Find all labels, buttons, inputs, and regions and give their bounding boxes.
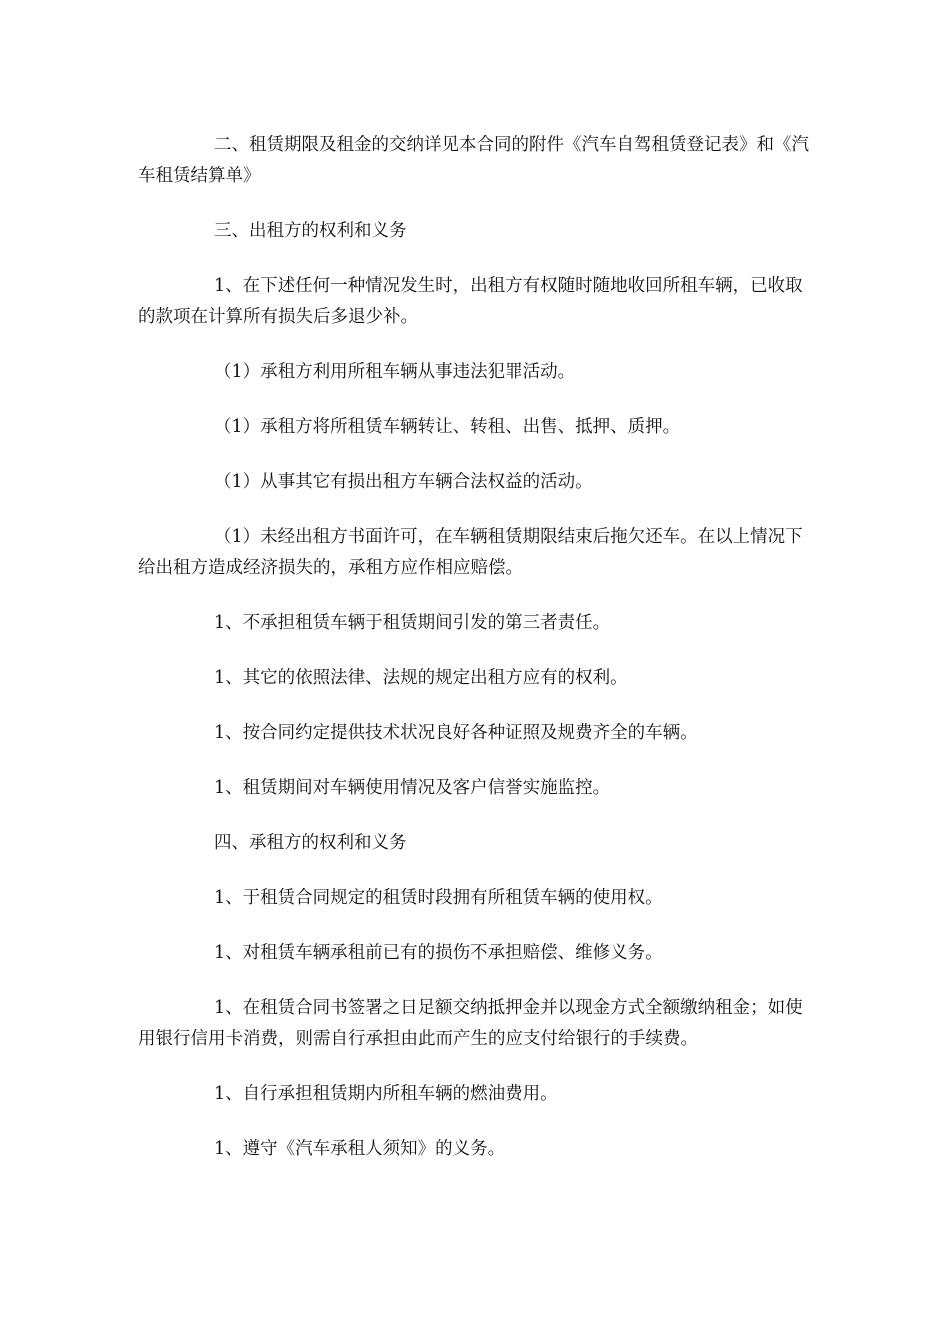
lessor-provide-vehicle: 1、按合同约定提供技术状况良好各种证照及规费齐全的车辆。	[214, 723, 698, 743]
document-body	[138, 130, 810, 1189]
lessor-third-party-liability: 1、不承担租赁车辆于租赁期间引发的第三者责任。	[214, 613, 611, 633]
condition-transfer: （1）承租方将所租赁车辆转让、转租、出售、抵押、质押。	[214, 417, 681, 437]
lessee-deposit-payment: 1、在租赁合同书签署之日足额交纳抵押金并以现金方式全额缴纳租金；如使用银行信用卡消费，则需自行承担由此而产生的应支付给银行的手续费。	[138, 998, 803, 1049]
lessor-reclaim-clause: 1、在下述任何一种情况发生时，出租方有权随时随地收回所租车辆，已收取的款项在计算所有损失后多退少补。	[138, 276, 803, 327]
section-three-heading: 三、出租方的权利和义务	[214, 221, 407, 241]
lessee-usage-right: 1、于租赁合同规定的租赁时段拥有所租赁车辆的使用权。	[214, 888, 663, 908]
condition-late-return: （1）未经出租方书面许可，在车辆租赁期限结束后拖欠还车。在以上情况下给出租方造成经济损失的，承租方应作相应赔偿。	[138, 527, 803, 578]
lessor-other-rights: 1、其它的依照法律、法规的规定出租方应有的权利。	[214, 668, 628, 688]
lessee-prior-damage: 1、对租赁车辆承租前已有的损伤不承担赔偿、维修义务。	[214, 943, 663, 963]
lessee-notice-obligation: 1、遵守《汽车承租人须知》的义务。	[214, 1139, 506, 1159]
section-four-heading: 四、承租方的权利和义务	[214, 833, 407, 853]
section-two-rental-term: 二、租赁期限及租金的交纳详见本合同的附件《汽车自驾租赁登记表》和《汽车租赁结算单》	[138, 135, 809, 186]
condition-harmful-activity: （1）从事其它有损出租方车辆合法权益的活动。	[214, 472, 593, 492]
lessor-monitoring: 1、租赁期间对车辆使用情况及客户信誉实施监控。	[214, 778, 611, 798]
condition-illegal-use: （1）承租方利用所租车辆从事违法犯罪活动。	[214, 362, 576, 382]
lessee-fuel-cost: 1、自行承担租赁期内所租车辆的燃油费用。	[214, 1084, 558, 1104]
